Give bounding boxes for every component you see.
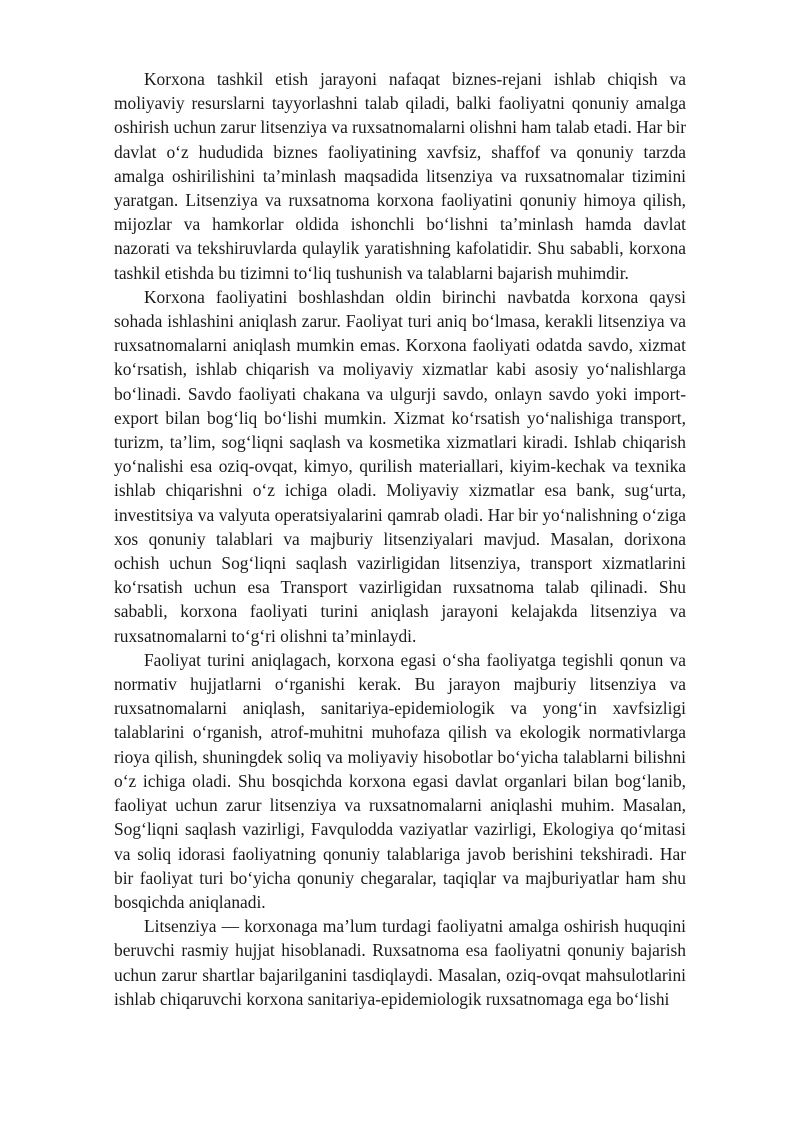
paragraph-legal-study: Faoliyat turini aniqlagach, korxona egasi o‘sha faoliyatga tegishli qonun va normativ hujjatlarni o‘rganishi kerak. Bu jarayon majburiy litsenziya va ruxsatnomalarni aniqlash, sanitariya-epidemiologik va yong‘in xavfsizligi talablarini o‘rganish, atrof-muhitni muhofaza qilish va ekologik normativlarga rioya qilish, shuningdek soliq va moliyaviy hisobotlar bo‘yicha talablarni bilishni o‘z ichiga oladi. Shu bosqichda korxona egasi davlat organlari bilan bog‘lanib, faoliyat uchun zarur litsenziya va ruxsatnomalarni aniqlashi muhim. Masalan, Sog‘liqni saqlash vazirligi, Favqulodda vaziyatlar vazirligi, Ekologiya qo‘mitasi va soliq idorasi faoliyatning qonuniy talablariga javob berishini tekshiradi. Har bir faoliyat turi bo‘yicha qonuniy chegaralar, taqiqlar va majburiyatlar ham shu bosqichda aniqlanadi. [114,649,686,912]
paragraph-license-definition: Litsenziya — korxonaga ma’lum turdagi faoliyatni amalga oshirish huquqini beruvchi rasmiy hujjat hisoblanadi. Ruxsatnoma esa faoliyatni qonuniy bajarish uchun zarur shartlar bajarilganini tasdiqlaydi. Masalan, oziq-ovqat mahsulotlarini ishlab chiqaruvchi korxona sanitariya-epidemiologik ruxsatnomaga ega bo‘lishi [114,916,686,1009]
paragraph-intro: Korxona tashkil etish jarayoni nafaqat biznes-rejani ishlab chiqish va moliyaviy resurslarni tayyorlashni talab qiladi, balki faoliyatni qonuniy amalga oshirish uchun zarur litsenziya va ruxsatnomalarni olishni ham talab etadi. Har bir davlat o‘z hududida biznes faoliyatining xavfsiz, shaffof va qonuniy tarzda amalga oshirilishini ta’minlash maqsadida litsenziya va ruxsatnomalar tizimini yaratgan. Litsenziya va ruxsatnoma korxona faoliyatini qonuniy himoya qilish, mijozlar va hamkorlar oldida ishonchli bo‘lishni ta’minlash hamda davlat nazorati va tekshiruvlarda qulaylik yaratishning kafolatidir. Shu sababli, korxona tashkil etishda bu tizimni to‘liq tushunish va talablarni bajarish muhimdir. [114,69,686,283]
document-page [114,67,686,1011]
paragraph-activity-type: Korxona faoliyatini boshlashdan oldin birinchi navbatda korxona qaysi sohada ishlashini aniqlash zarur. Faoliyat turi aniq bo‘lmasa, kerakli litsenziya va ruxsatnomalarni aniqlash mumkin emas. Korxona faoliyati odatda savdo, xizmat ko‘rsatish, ishlab chiqarish va moliyaviy xizmatlar kabi asosiy yo‘nalishlarga bo‘linadi. Savdo faoliyati chakana va ulgurji savdo, onlayn savdo yoki import-export bilan bog‘liq bo‘lishi mumkin. Xizmat ko‘rsatish yo‘nalishiga transport, turizm, ta’lim, sog‘liqni saqlash va kosmetika xizmatlari kiradi. Ishlab chiqarish yo‘nalishi esa oziq-ovqat, kimyo, qurilish materiallari, kiyim-kechak va texnika ishlab chiqarishni o‘z ichiga oladi. Moliyaviy xizmatlar esa bank, sug‘urta, investitsiya va valyuta operatsiyalarini qamrab oladi. Har bir yo‘nalishning o‘ziga xos qonuniy talablari va majburiy litsenziyalari mavjud. Masalan, dorixona ochish uchun Sog‘liqni saqlash vazirligidan litsenziya, transport xizmatlarini ko‘rsatish uchun esa Transport vazirligidan ruxsatnoma talab qilinadi. Shu sababli, korxona faoliyati turini aniqlash jarayoni kelajakda litsenziya va ruxsatnomalarni to‘g‘ri olishni ta’minlaydi. [114,286,686,646]
